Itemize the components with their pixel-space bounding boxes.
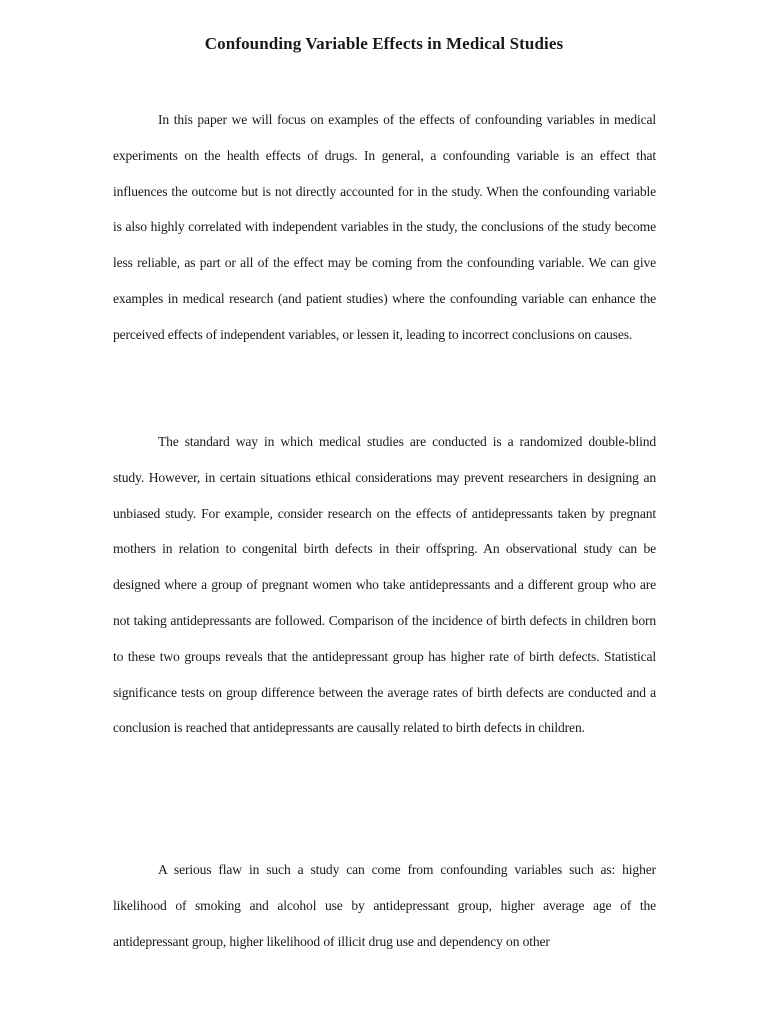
body-paragraph-3: A serious flaw in such a study can come from confounding variables such as: higher likelihood of smoking and alcohol use by antidepressant group, higher average age of the antidepressant group, higher likelihood of illicit drug use and dependency on other	[113, 862, 656, 949]
document-title: Confounding Variable Effects in Medical Studies	[204, 34, 564, 53]
body-paragraph-1: In this paper we will focus on examples of the effects of confounding variables in medical experiments on the health effects of drugs. In general, a confounding variable is an effect that influences the outcome but is not directly accounted for in the study. When the confounding variable is also highly correlated with independent variables in the study, the conclusions of the study become less reliable, as part or all of the effect may be coming from the confounding variable. We can give examples in medical research (and patient studies) where the confounding variable can enhance the perceived effects of independent variables, or lessen it, leading to incorrect conclusions on causes.	[113, 112, 656, 342]
body-paragraph-2: The standard way in which medical studies are conducted is a randomized double-blind study. However, in certain situations ethical considerations may prevent researchers in designing an unbiased study. For example, consider research on the effects of antidepressants taken by pregnant mothers in relation to congenital birth defects in their offspring. An observational study can be designed where a group of pregnant women who take antidepressants and a different group who are not taking antidepressants are followed. Comparison of the incidence of birth defects in children born to these two groups reveals that the antidepressant group has higher rate of birth defects. Statistical significance tests on group difference between the average rates of birth defects are conducted and a conclusion is reached that antidepressants are causally related to birth defects in children.	[113, 434, 656, 736]
